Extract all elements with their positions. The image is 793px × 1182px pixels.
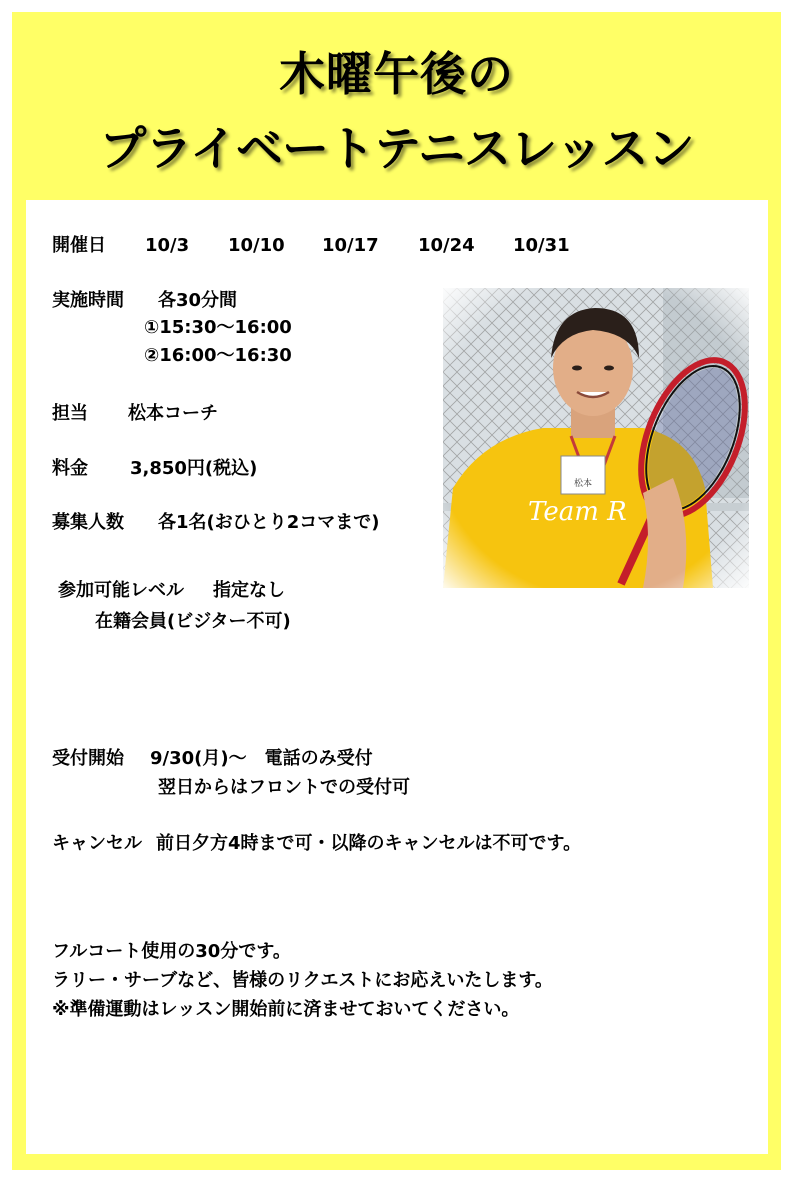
date-4: 10/24 — [418, 235, 475, 256]
date-1: 10/3 — [145, 235, 190, 256]
note-2: ラリー・サーブなど、皆様のリクエストにお応えいたします。 — [52, 970, 553, 991]
level-value: 指定なし — [213, 580, 285, 601]
fee-value: 3,850円(税込) — [130, 458, 258, 479]
reception-label: 受付開始 — [52, 748, 124, 769]
time-slot-2: ②16:00～16:30 — [144, 345, 292, 366]
cancel-label: キャンセル — [52, 833, 142, 854]
note-3: ※準備運動はレッスン開始前に済ませておいてください。 — [52, 999, 520, 1020]
date-3: 10/17 — [322, 235, 379, 256]
level-label: 参加可能レベル — [58, 580, 184, 601]
capacity-value: 各1名(おひとり2コマまで) — [158, 512, 380, 533]
reception-value: 9/30(月)～ 電話のみ受付 — [150, 748, 373, 769]
note-1: フルコート使用の30分です。 — [52, 941, 291, 962]
cancel-value: 前日夕方4時まで可・以降のキャンセルは不可です。 — [156, 833, 582, 854]
coach-label: 担当 — [52, 403, 88, 424]
date-2: 10/10 — [228, 235, 285, 256]
title-line-2: プライベートテニスレッスン — [99, 122, 694, 177]
dates-label: 開催日 — [52, 235, 106, 256]
reception-next-day: 翌日からはフロントでの受付可 — [158, 777, 410, 798]
coach-photo-illustration — [443, 288, 749, 588]
level-members: 在籍会員(ビジター不可) — [95, 611, 291, 632]
time-label: 実施時間 — [52, 290, 124, 311]
coach-photo — [443, 288, 749, 588]
time-slot-1: ①15:30～16:00 — [144, 317, 292, 338]
capacity-label: 募集人数 — [52, 512, 124, 533]
time-value: 各30分間 — [158, 290, 238, 311]
title-line-1: 木曜午後の — [279, 47, 514, 101]
date-5: 10/31 — [513, 235, 570, 256]
fee-label: 料金 — [52, 458, 88, 479]
coach-value: 松本コーチ — [128, 403, 218, 424]
